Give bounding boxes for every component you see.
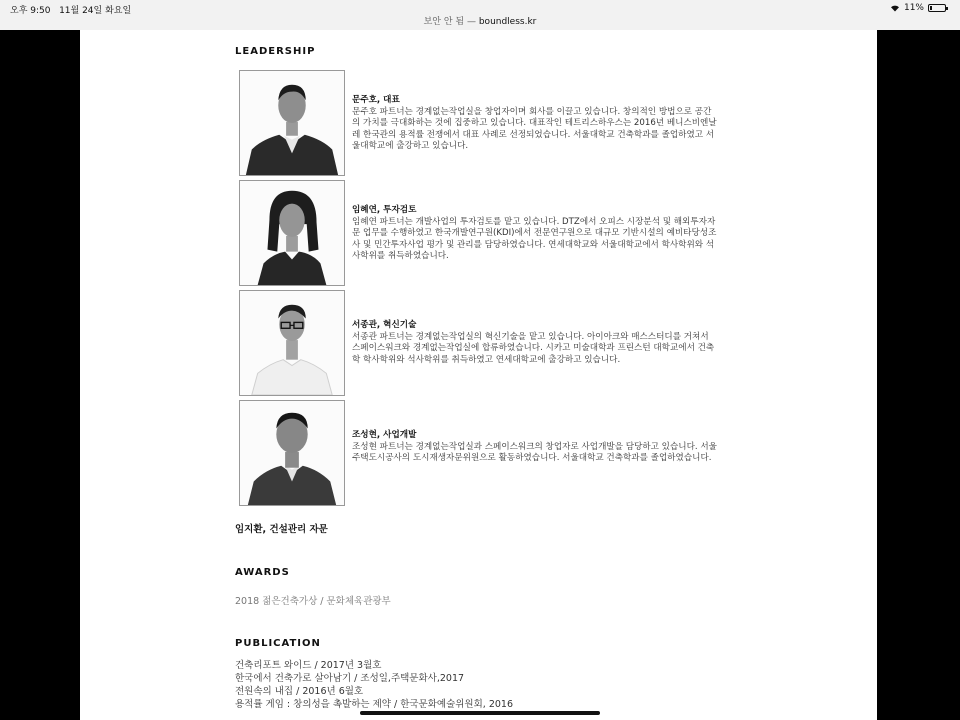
leader-name: 문주호, 대표 xyxy=(352,95,400,105)
publication-item: 건축리포트 와이드 / 2017년 3월호 xyxy=(235,660,382,671)
leader-description: 서종관 파트너는 경계없는작업실의 혁신기술을 맡고 있습니다. 아이아크와 매스스터디를 거쳐서 스페이스워크와 경계없는작업실에 합류하였습니다. 시카고 미술대학과 프린스턴 대학교에서 건축학 학사학위와 석사학위를 취득하였고 연세대학교에 출강하고 있습니다. xyxy=(352,331,715,365)
leader-bio xyxy=(352,430,717,465)
awards-heading: AWARDS xyxy=(235,567,290,578)
leader-card xyxy=(239,180,799,286)
battery-fill xyxy=(930,6,932,10)
security-warning: 보안 안 됨 — xyxy=(423,17,476,27)
leader-card xyxy=(239,290,799,396)
person-portrait-icon xyxy=(240,291,344,395)
person-portrait-icon xyxy=(240,181,344,285)
advisor-name: 임지환, 건설관리 자문 xyxy=(235,524,328,535)
person-portrait-icon xyxy=(240,401,344,505)
clock-date: 11월 24일 화요일 xyxy=(59,6,132,16)
battery-icon xyxy=(928,4,946,12)
leader-bio xyxy=(352,95,717,153)
publication-item: 전원속의 내집 / 2016년 6월호 xyxy=(235,686,364,697)
publication-item: 용적률 게임 : 창의성을 촉발하는 제약 / 한국문화예술위원회, 2016 xyxy=(235,699,514,710)
leader-photo xyxy=(239,70,345,176)
leader-description: 문주호 파트너는 경계없는작업실을 창업자이며 회사를 이끌고 있습니다. 창의적인 방법으로 공간의 가치를 극대화하는 것에 집중하고 있습니다. 대표작인 테트리스하우스는 2016년 베니스비엔날레 한국관의 용적률 전쟁에서 대표 사례로 선정되었습니다. 서울대학교 건축학과를 졸업하였고 서울대학교에 출강하고 있습니다. xyxy=(352,106,717,151)
address-bar[interactable] xyxy=(0,14,960,27)
leader-photo xyxy=(239,290,345,396)
publication-item: 한국에서 건축가로 살아남기 / 조성일,주택문화사,2017 xyxy=(235,673,465,684)
leader-photo xyxy=(239,400,345,506)
status-bar xyxy=(0,0,960,30)
leader-bio xyxy=(352,205,717,263)
leader-card xyxy=(239,70,799,176)
leader-bio xyxy=(352,320,717,366)
person-portrait-icon xyxy=(240,71,344,175)
award-item: 2018 젊은건축가상 / 문화체육관광부 xyxy=(235,596,391,607)
url-domain: boundless.kr xyxy=(478,17,537,27)
page-content xyxy=(80,30,877,720)
battery-percent: 11% xyxy=(903,3,924,13)
leader-name: 조성현, 사업개발 xyxy=(352,430,417,440)
status-indicators xyxy=(890,3,946,13)
leadership-heading: LEADERSHIP xyxy=(235,46,316,57)
home-indicator[interactable] xyxy=(360,711,600,715)
publication-list xyxy=(235,659,513,711)
leader-description: 조성현 파트너는 경계없는작업실과 스페이스워크의 창업자로 사업개발을 담당하고 있습니다. 서울주택도시공사의 도시재생자문위원으로 활동하였습니다. 서울대학교 건축학과를 졸업하였습니다. xyxy=(352,441,717,463)
leader-photo xyxy=(239,180,345,286)
wifi-icon xyxy=(890,4,900,12)
leader-card xyxy=(239,400,799,506)
publication-heading: PUBLICATION xyxy=(235,638,321,649)
leader-description: 임혜연 파트너는 개발사업의 투자검토를 맡고 있습니다. DTZ에서 오피스 시장분석 및 해외투자자문 업무를 수행하였고 한국개발연구원(KDI)에서 전문연구원으로 대규모 기반시설의 예비타당성조사 및 민간투자사업 평가 및 관리를 담당하였습니다. 연세대학교와 서울대학교에서 학사학위와 석사학위를 취득하였습니다. xyxy=(352,216,717,261)
leader-name: 서종관, 혁신기술 xyxy=(352,320,417,330)
leader-name: 임혜연, 투자검토 xyxy=(352,205,417,215)
clock-time: 오후 9:50 xyxy=(10,6,51,16)
